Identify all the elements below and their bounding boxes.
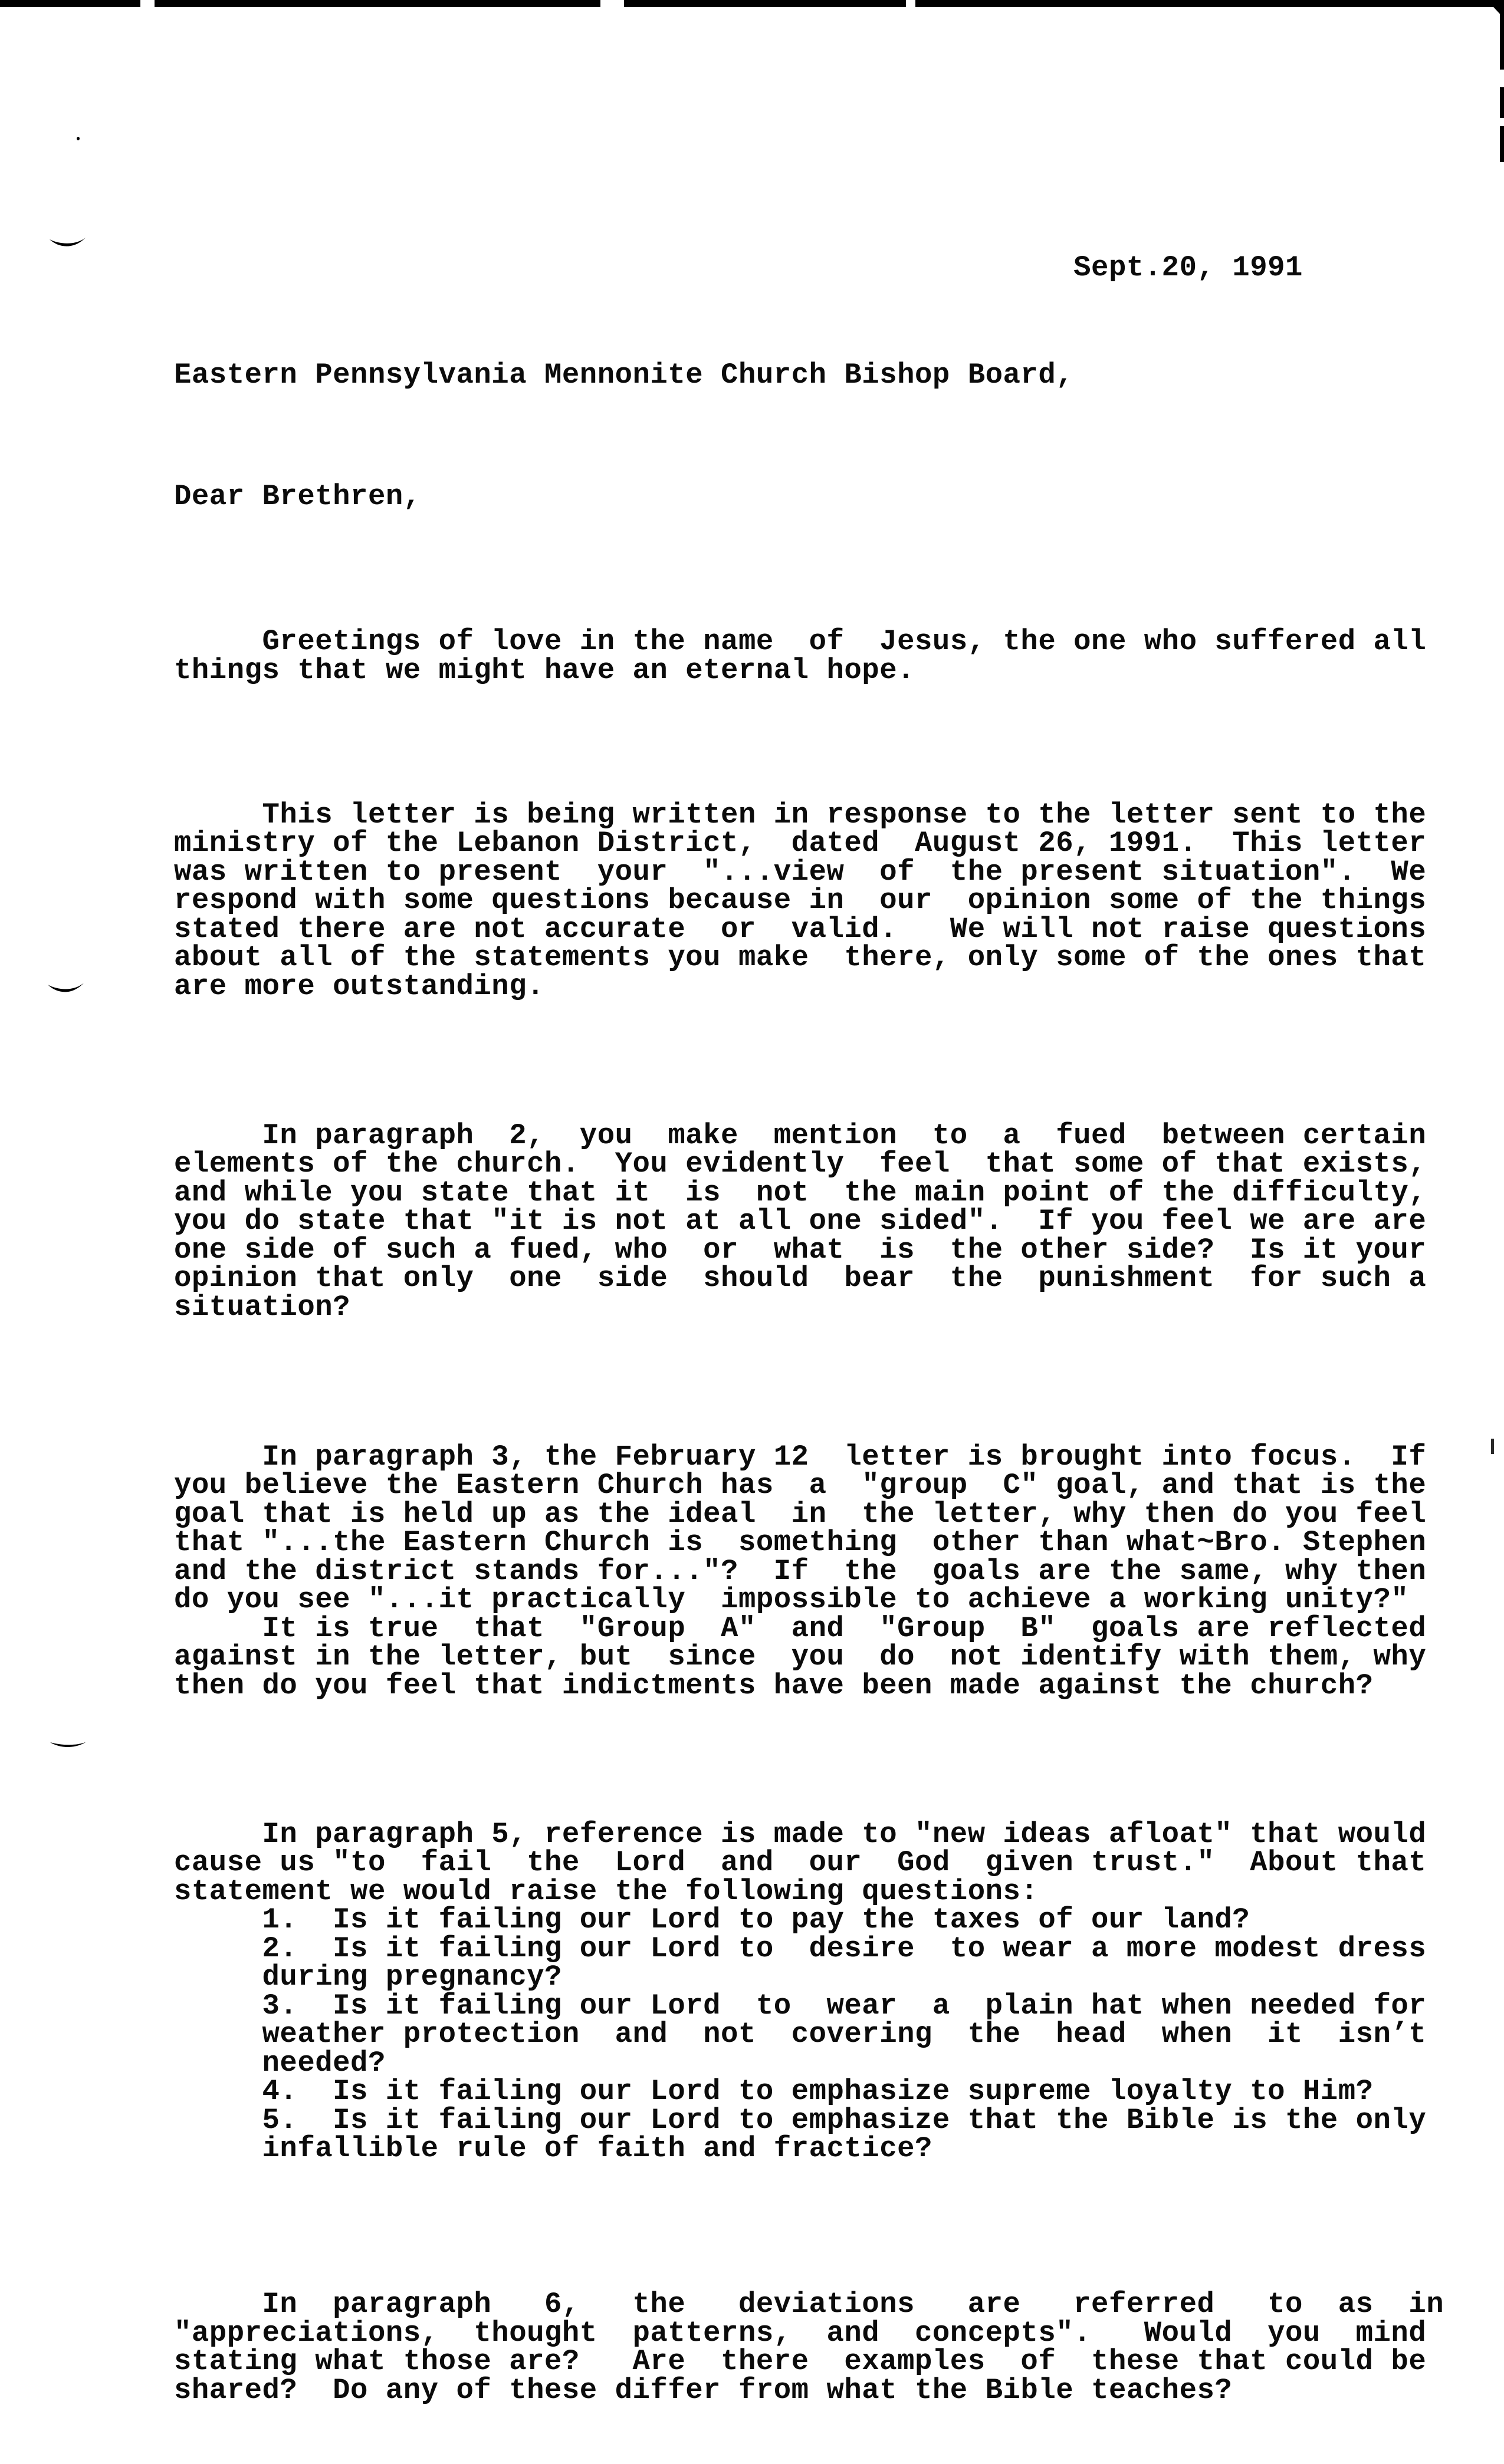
paragraph-3-february-letter — [174, 1440, 1472, 1702]
letter-line: do you see "...it practically impossible to achieve a working unity?" — [174, 1583, 1409, 1616]
letter-line: respond with some questions because in our opinion some of the things — [174, 884, 1427, 917]
letter-line: 1. Is it failing our Lord to pay the taxes of our land? — [174, 1903, 1250, 1936]
letter-line: statement we would raise the following questions: — [174, 1874, 1039, 1908]
letter-line: you do state that "it is not at all one sided". If you feel we are are — [174, 1205, 1427, 1238]
letter-line: 5. Is it failing our Lord to emphasize that the Bible is the only — [174, 2103, 1427, 2137]
letter-line: one side of such a fued, who or what is the other side? Is it your — [174, 1233, 1427, 1266]
letter-line: you believe the Eastern Church has a "group C" goal, and that is the — [174, 1469, 1427, 1502]
letter-line: opinion that only one side should bear the punishment for such a — [174, 1262, 1427, 1295]
letter-line: In paragraph 6, the deviations are referred to as in — [174, 2288, 1444, 2321]
paragraph-greeting — [174, 627, 1472, 685]
letter-body — [174, 196, 1472, 2462]
letter-line: "appreciations, thought patterns, and concepts". Would you mind — [174, 2316, 1427, 2350]
pen-swoosh-mark — [47, 981, 86, 996]
letter-line: infallible rule of faith and fractice? — [174, 2132, 932, 2165]
scan-dot-artifact — [77, 137, 80, 140]
letter-line: Greetings of love in the name of Jesus, the one who suffered all — [174, 625, 1427, 658]
letter-line: This letter is being written in response to the letter sent to the — [174, 798, 1427, 831]
letter-line: goal that is held up as the ideal in the letter, why then do you feel — [174, 1497, 1427, 1531]
letter-line: In paragraph 5, reference is made to "new ideas afloat" that would — [174, 1817, 1427, 1851]
letter-line: elements of the church. You evidently feel that some of that exists, — [174, 1147, 1427, 1180]
scan-corner-artifact — [1472, 7, 1504, 41]
date-line: Sept.20, 1991 — [174, 251, 1303, 284]
scan-edge-top — [0, 0, 1504, 7]
scan-tick-artifact — [1491, 1439, 1494, 1454]
letter-line: are more outstanding. — [174, 969, 545, 1003]
paragraph-5-questions-list — [174, 1817, 1472, 2165]
letter-line: shared? Do any of these differ from what the Bible teaches? — [174, 2373, 1233, 2407]
letter-line: needed? — [174, 2046, 386, 2080]
paragraph-2-feud — [174, 1118, 1472, 1324]
letter-line: In paragraph 2, you make mention to a fued between certain — [174, 1118, 1427, 1152]
letter-line: ministry of the Lebanon District, dated August 26, 1991. This letter — [174, 827, 1427, 860]
letter-line: about all of the statements you make there, only some of the ones that — [174, 941, 1427, 974]
letter-line: against in the letter, but since you do not identify with them, why — [174, 1640, 1427, 1673]
recipient-line: Eastern Pennsylvania Mennonite Church Bishop Board, — [174, 358, 1074, 392]
letter-line: stating what those are? Are there examples of these that could be — [174, 2345, 1427, 2378]
letter-line: 2. Is it failing our Lord to desire to wear a more modest dress — [174, 1932, 1427, 1965]
letter-line: and the district stands for..."? If the goals are the same, why then — [174, 1554, 1427, 1588]
letter-line: It is true that "Group A" and "Group B" goals are reflected — [174, 1611, 1427, 1645]
letter-line: was written to present your "...view of the present situation". We — [174, 855, 1427, 889]
letter-line: situation? — [174, 1290, 351, 1324]
letter-line: then do you feel that indictments have been made against the church? — [174, 1669, 1374, 1702]
letter-line: that "...the Eastern Church is something other than what~Bro. Stephen — [174, 1526, 1427, 1559]
pen-swoosh-mark — [48, 235, 87, 251]
letter-line: stated there are not accurate or valid. We will not raise questions — [174, 912, 1427, 946]
salutation-line: Dear Brethren, — [174, 480, 421, 513]
letter-line: during pregnancy? — [174, 1960, 562, 1993]
letter-line: 4. Is it failing our Lord to emphasize supreme loyalty to Him? — [174, 2075, 1374, 2108]
letter-line: cause us "to fail the Lord and our God given trust." About that — [174, 1846, 1427, 1879]
letter-line: In paragraph 3, the February 12 letter is brought into focus. If — [174, 1440, 1427, 1473]
pen-swoosh-mark — [49, 1740, 88, 1751]
letter-line: weather protection and not covering the head when it isn’t — [174, 2018, 1427, 2051]
paragraph-6-deviations — [174, 2288, 1472, 2407]
letter-line: 3. Is it failing our Lord to wear a plain hat when needed for — [174, 1989, 1427, 2022]
letter-line: and while you state that it is not the main point of the difficulty, — [174, 1176, 1427, 1209]
letter-line: things that we might have an eternal hope. — [174, 653, 915, 687]
paragraph-response-intro — [174, 798, 1472, 1003]
